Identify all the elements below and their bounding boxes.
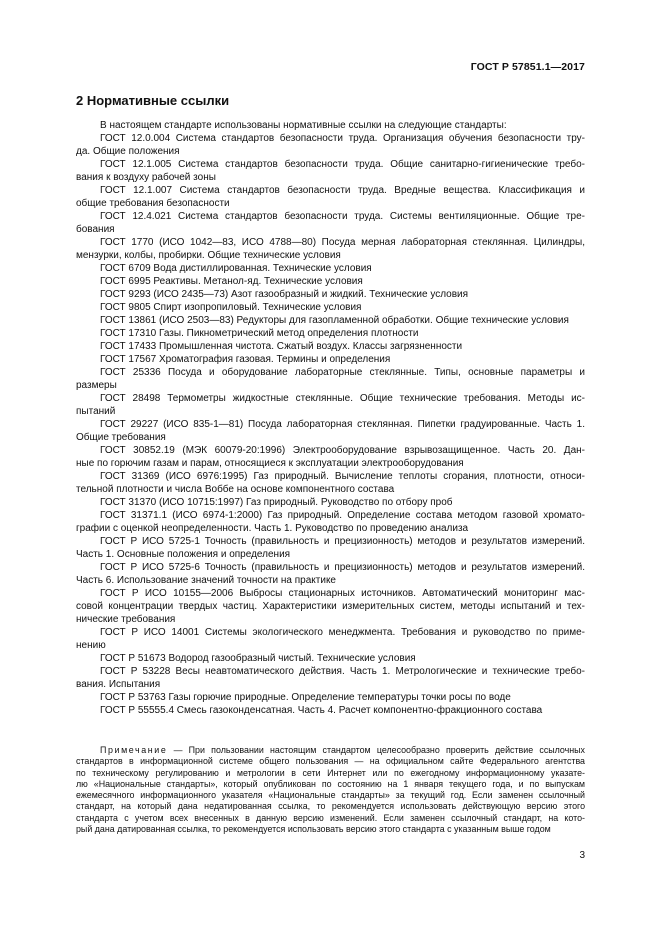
reference-line-first: ГОСТ Р ИСО 5725-6 Точность (правильность и прецизионность) методов и результатов измерений.: [100, 562, 585, 573]
reference-line-first: ГОСТ Р 53228 Весы неавтоматического действия. Часть 1. Метрологические и технические требо-: [100, 666, 585, 677]
reference-line-cont: вания. Испытания: [76, 679, 161, 690]
reference-item: [76, 314, 585, 327]
reference-line-first: ГОСТ 6995 Реактивы. Метанол-яд. Технические условия: [100, 276, 363, 287]
reference-line-first: ГОСТ 17310 Газы. Пикнометрический метод определения плотности: [100, 328, 419, 339]
reference-line-cont: совой концентрации твердых частиц. Характеристики измерительных систем, методы испытаний и тех-: [76, 601, 585, 612]
reference-line-cont: бования: [76, 224, 115, 235]
reference-line-first: ГОСТ 17567 Хроматография газовая. Термины и определения: [100, 354, 391, 365]
reference-line-first: ГОСТ Р ИСО 5725-1 Точность (правильность и прецизионность) методов и результатов измерений.: [100, 536, 585, 547]
note-line: по техническому регулированию и метрологии в сети Интернет или по ежегодному информационному указате-: [76, 767, 585, 778]
note-line: стандартов в информационной системе общего пользования — на официальном сайте Федерального агентства: [76, 756, 585, 767]
reference-line-cont: вания к воздуху рабочей зоны: [76, 172, 216, 183]
reference-item: [76, 236, 585, 262]
reference-item: [76, 665, 585, 691]
reference-line-first: ГОСТ 12.1.005 Система стандартов безопасности труда. Общие санитарно-гигиенические требо-: [100, 159, 585, 170]
reference-line-cont: ные по горючим газам и парам, относящиеся к эксплуатации электрооборудования: [76, 458, 464, 469]
reference-item: [76, 353, 585, 366]
reference-item: [76, 587, 585, 626]
reference-line-first: ГОСТ 13861 (ИСО 2503—83) Редукторы для газопламенной обработки. Общие технические условия: [100, 315, 569, 326]
reference-line-first: ГОСТ 31370 (ИСО 10715:1997) Газ природный. Руководство по отбору проб: [100, 497, 453, 508]
refs-container: [76, 132, 585, 717]
reference-line-first: ГОСТ 25336 Посуда и оборудование лабораторные стеклянные. Типы, основные параметры и: [100, 367, 585, 378]
reference-item: [76, 561, 585, 587]
reference-line-cont: Общие требования: [76, 432, 166, 443]
reference-line-cont: пытаний: [76, 406, 116, 417]
reference-line-first: ГОСТ 9293 (ИСО 2435—73) Азот газообразный и жидкий. Технические условия: [100, 289, 469, 300]
reference-line-first: ГОСТ Р 55555.4 Смесь газоконденсатная. Часть 4. Расчет компонентно-фракционного состава: [100, 705, 543, 716]
reference-item: [76, 184, 585, 210]
reference-item: [76, 704, 585, 717]
note-line: рый дана датированная ссылка, то рекомендуется использовать версию этого стандарта с указанным выше годом: [76, 824, 551, 835]
reference-item: [76, 652, 585, 665]
reference-line-first: ГОСТ Р ИСО 14001 Системы экологического менеджмента. Требования и руководство по приме-: [100, 627, 585, 638]
intro-paragraph: В настоящем стандарте использованы нормативные ссылки на следующие стандарты:: [100, 120, 507, 131]
reference-line-first: ГОСТ Р 51673 Водород газообразный чистый. Технические условия: [100, 653, 416, 664]
reference-line-first: ГОСТ 31371.1 (ИСО 6974-1:2000) Газ природный. Определение состава методом газовой хромато-: [100, 510, 585, 521]
reference-line-first: ГОСТ 12.1.007 Система стандартов безопасности труда. Вредные вещества. Классификация и: [100, 185, 585, 196]
reference-line-cont: нические требования: [76, 614, 176, 625]
reference-item: [76, 392, 585, 418]
reference-line-cont: графии с оценкой неопределенности. Часть 1. Руководство по проведению анализа: [76, 523, 469, 534]
reference-line-cont: нению: [76, 640, 106, 651]
note-line: ежемесячного информационного указателя «Национальные стандарты» за текущий год. Если заменен ссылочный: [76, 790, 585, 801]
reference-line-cont: да. Общие положения: [76, 146, 180, 157]
reference-line-cont: общие требования безопасности: [76, 198, 230, 209]
reference-line-first: ГОСТ 1770 (ИСО 1042—83, ИСО 4788—80) Посуда мерная лабораторная стеклянная. Цилиндры,: [100, 237, 585, 248]
reference-item: [76, 509, 585, 535]
reference-line-first: ГОСТ 31369 (ИСО 6976:1995) Газ природный. Вычисление теплоты сгорания, плотности, относи-: [100, 471, 585, 482]
reference-line-first: ГОСТ 6709 Вода дистиллированная. Технические условия: [100, 263, 372, 274]
reference-item: [76, 288, 585, 301]
reference-line-first: ГОСТ 12.4.021 Система стандартов безопасности труда. Системы вентиляционные. Общие тре-: [100, 211, 585, 222]
note-line-first: [76, 745, 585, 756]
note-line: стандарта с учетом всех внесенных в данную версию изменений. Если заменен ссылочный стандарт, на кото-: [76, 812, 585, 823]
page-number: 3: [579, 850, 585, 861]
reference-line-cont: тельной плотности и числа Воббе на основе компонентного состава: [76, 484, 395, 495]
reference-item: [76, 444, 585, 470]
note-block: [76, 745, 585, 835]
reference-item: [76, 691, 585, 704]
reference-item: [76, 301, 585, 314]
reference-line-cont: размеры: [76, 380, 117, 391]
note-container: [76, 745, 585, 835]
reference-line-first: ГОСТ 17433 Промышленная чистота. Сжатый воздух. Классы загрязненности: [100, 341, 463, 352]
reference-line-cont: мензурки, колбы, пробирки. Общие технические условия: [76, 250, 341, 261]
reference-item: [76, 470, 585, 496]
reference-line-cont: Часть 1. Основные положения и определения: [76, 549, 291, 560]
reference-item: [76, 366, 585, 392]
note-label: Примечание: [100, 745, 168, 755]
reference-item: [76, 262, 585, 275]
references-list: [76, 119, 585, 717]
reference-line-first: ГОСТ Р 53763 Газы горючие природные. Определение температуры точки росы по воде: [100, 692, 511, 703]
reference-item: [76, 418, 585, 444]
reference-line-first: ГОСТ Р ИСО 10155—2006 Выбросы стационарных источников. Автоматический мониторинг мас-: [100, 588, 585, 599]
reference-item: [76, 626, 585, 652]
reference-line-first: ГОСТ 9805 Спирт изопропиловый. Технические условия: [100, 302, 362, 313]
note-line: стандарт, на который дана недатированная ссылка, то рекомендуется использовать действующую версию этого: [76, 801, 585, 812]
note-line: лю «Национальные стандарты», который опубликован по состоянию на 1 января текущего года, и по выпускам: [76, 778, 585, 789]
reference-item: [76, 158, 585, 184]
reference-line-first: ГОСТ 28498 Термометры жидкостные стеклянные. Общие технические требования. Методы ис-: [100, 393, 585, 404]
document-header: ГОСТ Р 57851.1—2017: [470, 61, 585, 73]
reference-line-first: ГОСТ 12.0.004 Система стандартов безопасности труда. Организация обучения безопасности тру-: [100, 133, 585, 144]
reference-item: [76, 340, 585, 353]
reference-line-first: ГОСТ 30852.19 (МЭК 60079-20:1996) Электрооборудование взрывозащищенное. Часть 20. Дан-: [100, 445, 585, 456]
reference-item: [76, 275, 585, 288]
reference-item: [76, 327, 585, 340]
reference-item: [76, 210, 585, 236]
reference-line-first: ГОСТ 29227 (ИСО 835-1—81) Посуда лабораторная стеклянная. Пипетки градуированные. Часть 1.: [100, 419, 585, 430]
reference-item: [76, 496, 585, 509]
reference-line-cont: Часть 6. Использование значений точности на практике: [76, 575, 336, 586]
section-title: 2 Нормативные ссылки: [76, 93, 230, 108]
reference-item: [76, 535, 585, 561]
note-text: — При пользовании настоящим стандартом целесообразно проверить действие ссылочных: [167, 745, 585, 755]
reference-item: [76, 132, 585, 158]
